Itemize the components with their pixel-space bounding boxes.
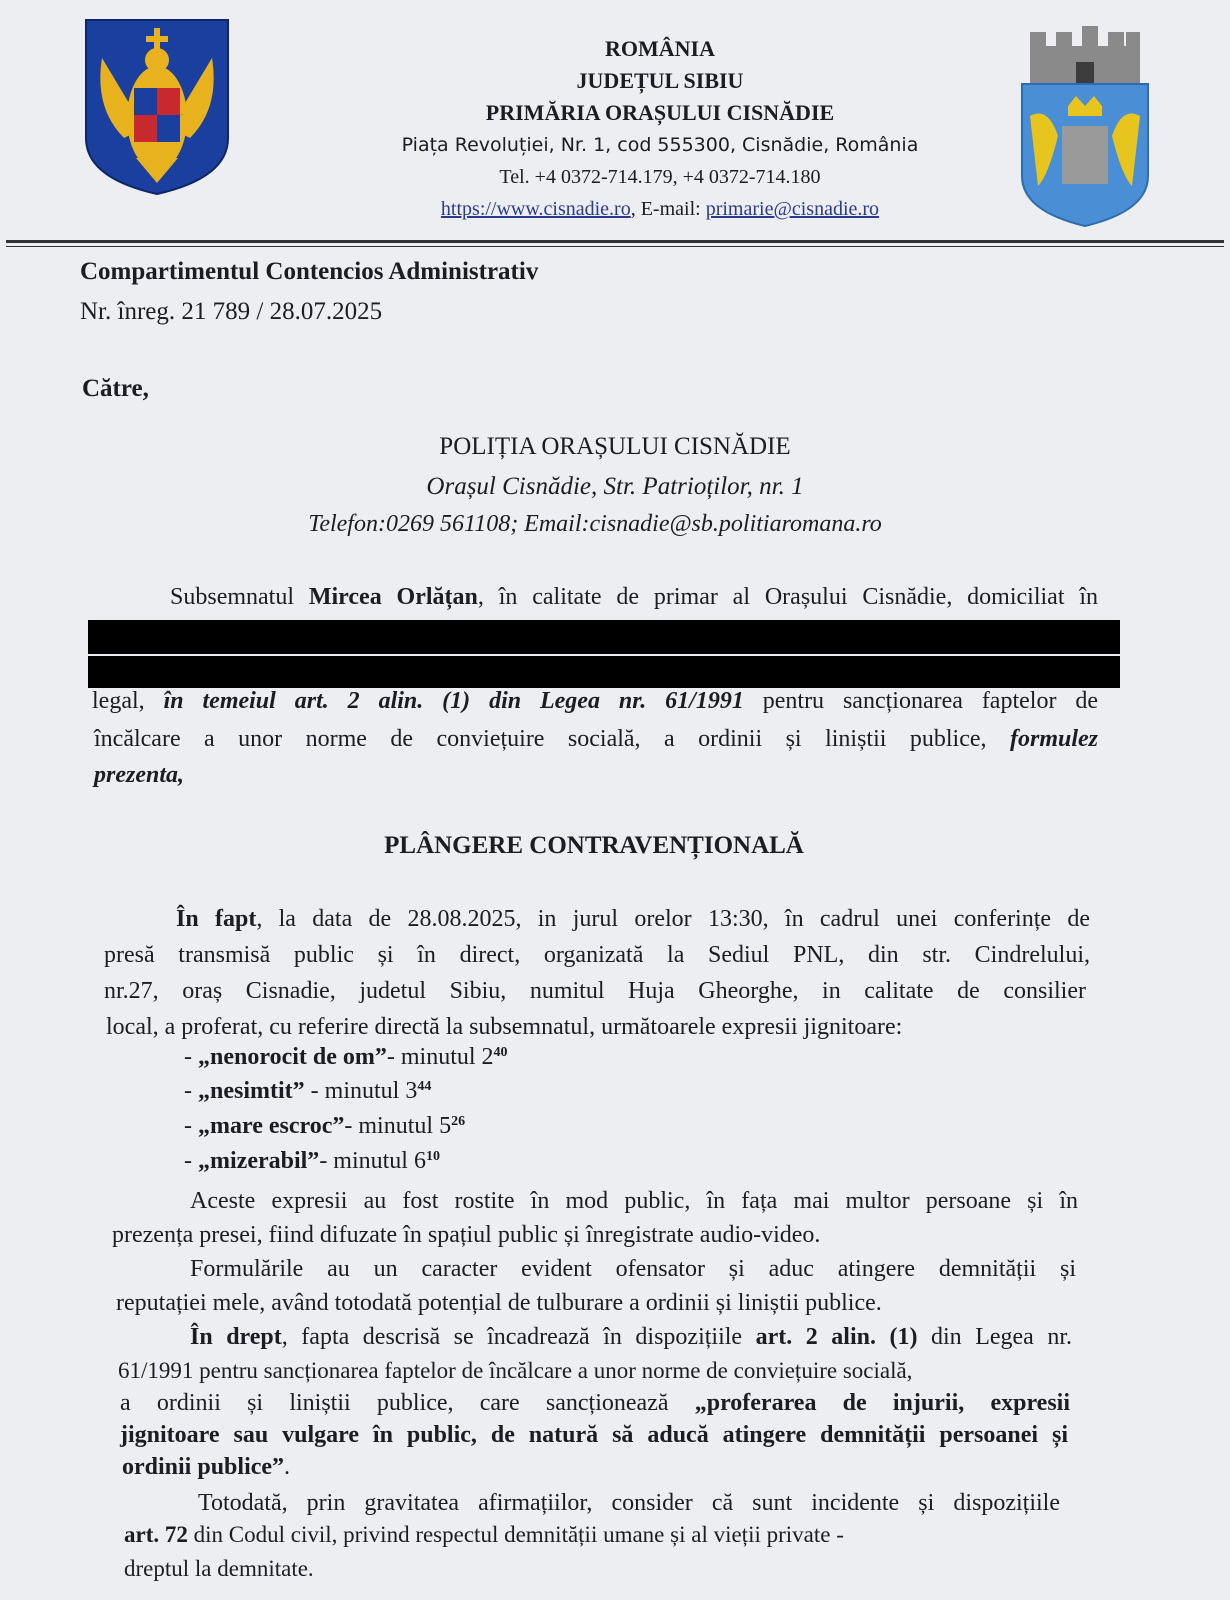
law-line-4: jignitoare sau vulgare în public, de natură să aducă atingere demnității persoanei și [120,1422,1068,1448]
intro-line-2: legal, în temeiul art. 2 alin. (1) din Legea nr. 61/1991 pentru sancționarea faptelor de [92,688,1099,714]
website-link[interactable]: https://www.cisnadie.ro [440,198,631,220]
law-line-2: 61/1991 pentru sancționarea faptelor de încălcare a unor norme de conviețuire socială, [118,1358,913,1383]
header-country: ROMÂNIA [605,36,715,61]
header-address: Piața Revoluției, Nr. 1, cod 555300, Cisnădie, România [401,134,919,156]
redaction-bar [88,620,1120,654]
para3-line-2: reputației mele, având totodată potențial de tulburare a ordinii și liniștii publice. [116,1290,882,1316]
intro-line-3: încălcare a unor norme de conviețuire socială, a ordinii și liniștii publice, formulez [94,726,1098,752]
law-line-5: ordinii publice”. [122,1454,291,1480]
salutation: Către, [82,375,149,402]
para3-line-1: Formulările au un caracter evident ofensator și aduc atingere demnității și [190,1256,1076,1282]
header-web-line [380,193,940,225]
law-line-1: În drept, fapta descrisă se încadrează în dispozițiile art. 2 alin. (1) din Legea nr. [190,1324,1073,1350]
facts-line-1: În fapt, la data de 28.08.2025, in jurul orelor 13:30, în cadrul unei conferințe de [176,906,1090,932]
expression-item: - „mizerabil”- minutul $6^{10}$ [184,1148,440,1174]
header-county: JUDEȚUL SIBIU [576,68,744,93]
romania-coat-of-arms-icon [84,18,230,196]
mayor-name: Mircea Orlățan [308,584,478,610]
cisnadie-coat-of-arms-icon [1018,26,1152,228]
recipient-address: Orașul Cisnădie, Str. Patrioților, nr. 1 [426,473,804,500]
expression-item: - „nenorocit de om”- minutul $2^{40}$ [184,1044,508,1070]
expression-item: - „nesimtit” - minutul $3^{44}$ [184,1078,432,1104]
recipient-email-label: ; Email: [510,511,590,537]
document-title: PLÂNGERE CONTRAVENȚIONALĂ [384,832,804,859]
expression-item: - „mare escroc”- minutul $5^{26}$ [184,1113,466,1139]
header-rule-thin [6,246,1224,247]
civil-line-2: art. 72 din Codul civil, privind respectul demnității umane și al vieții private - [124,1522,844,1547]
registration-number: Nr. înreg. 21 789 / 28.07.2025 [80,298,383,325]
civil-line-3: dreptul la demnitate. [124,1556,314,1581]
intro-line-1: Subsemnatul Mircea Orlățan, în calitate de primar al Orașului Cisnădie, domiciliat în [170,584,1099,610]
recipient-name: POLIȚIA ORAȘULUI CISNĂDIE [439,433,791,460]
header-phone: Tel. +4 0372-714.179, +4 0372-714.180 [499,166,821,188]
email-link[interactable]: primarie@cisnadie.ro [705,198,880,220]
facts-line-2: presă transmisă public și în direct, organizată la Sediul PNL, din str. Cindrelului, [104,942,1090,968]
civil-line-1: Totodată, prin gravitatea afirmațiilor, consider că sunt incidente și dispozițiile [198,1490,1060,1516]
recipient-contact [0,511,1190,538]
header-institution: PRIMĂRIA ORAȘULUI CISNĂDIE [485,100,835,125]
redaction-bar [88,656,1120,688]
recipient-phone: 0269 561108 [385,511,511,537]
intro-line-4: prezenta, [94,762,184,788]
department: Compartimentul Contencios Administrativ [80,258,539,285]
para2-line-2: prezența presei, fiind difuzate în spațiul public și înregistrate audio-video. [112,1222,821,1248]
header-rule-thick [6,240,1224,243]
law-line-3: a ordinii și liniștii publice, care sancționează „proferarea de injurii, expresii [120,1390,1070,1416]
facts-line-4: local, a proferat, cu referire directă la subsemnatul, următoarele expresii jignitoare: [106,1014,903,1040]
para2-line-1: Aceste expresii au fost rostite în mod public, în fața mai multor persoane și în [190,1188,1078,1214]
email-label: , E-mail: [630,198,706,220]
recipient-email: cisnadie@sb.politiaromana.ro [589,511,882,537]
recipient-phone-label: Telefon: [308,511,386,537]
facts-line-3: nr.27, oraș Cisnadie, judetul Sibiu, numitul Huja Gheorghe, in calitate de consilier [104,978,1086,1004]
